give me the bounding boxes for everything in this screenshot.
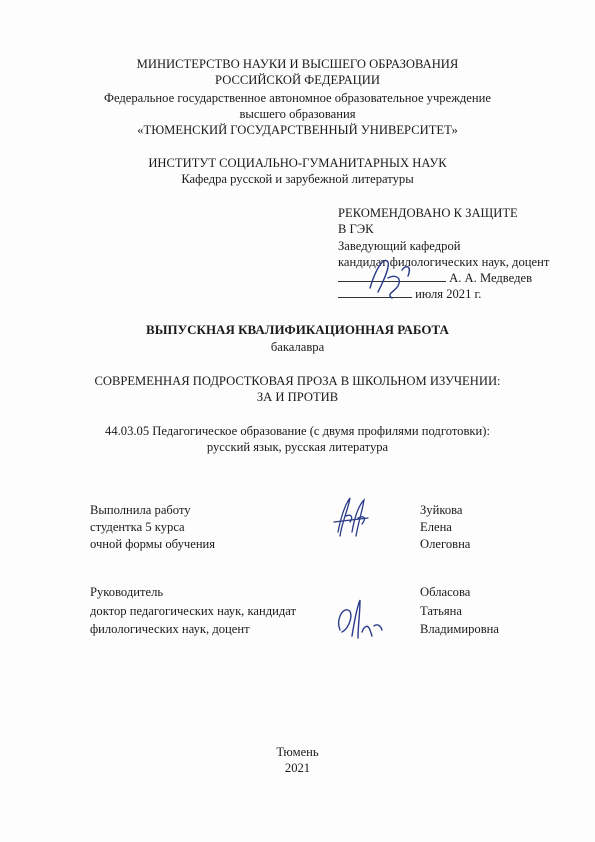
supervisor-role-line2: доктор педагогических наук, кандидат	[90, 604, 297, 618]
program-line2: русский язык, русская литература	[206, 440, 389, 454]
institution-line1: Федеральное государственное автономное образовательное учреждение	[104, 91, 491, 105]
approval-line3: Заведующий кафедрой	[338, 239, 461, 253]
head-signature-mark	[362, 248, 422, 304]
work-degree: бакалавра	[270, 340, 325, 354]
program-line1: 44.03.05 Педагогическое образование (с двумя профилями подготовки):	[105, 424, 490, 438]
approval-signer: А. А. Медведев	[449, 271, 533, 285]
approval-line2: В ГЭК	[338, 222, 374, 236]
author-signature	[328, 492, 376, 540]
approval-line4: кандидат филологических наук, доцент	[338, 255, 550, 269]
supervisor-surname: Обласова	[420, 585, 471, 599]
ministry-line1: МИНИСТЕРСТВО НАУКИ И ВЫСШЕГО ОБРАЗОВАНИЯ	[136, 57, 459, 71]
work-type: ВЫПУСКНАЯ КВАЛИФИКАЦИОННАЯ РАБОТА	[146, 322, 449, 337]
author-role-line3: очной формы обучения	[90, 537, 216, 551]
institution-line2: высшего образования	[239, 107, 356, 121]
work-title-line1: СОВРЕМЕННАЯ ПОДРОСТКОВАЯ ПРОЗА В ШКОЛЬНОМ ИЗУЧЕНИИ:	[94, 374, 501, 388]
university-name: «ТЮМЕНСКИЙ ГОСУДАРСТВЕННЫЙ УНИВЕРСИТЕТ»	[137, 123, 458, 137]
supervisor-signature	[332, 596, 384, 644]
work-title-line2: ЗА И ПРОТИВ	[256, 390, 339, 404]
approval-line1: РЕКОМЕНДОВАНО К ЗАЩИТЕ	[338, 206, 518, 220]
supervisor-role-line3: филологических наук, доцент	[90, 622, 250, 636]
approval-date: июля 2021 г.	[415, 287, 482, 301]
author-surname: Зуйкова	[420, 503, 463, 517]
supervisor-name: Татьяна	[420, 604, 463, 618]
author-patronymic: Олеговна	[420, 537, 471, 551]
supervisor-role-line1: Руководитель	[90, 585, 164, 599]
footer-city: Тюмень	[276, 745, 319, 759]
institute-name: ИНСТИТУТ СОЦИАЛЬНО-ГУМАНИТАРНЫХ НАУК	[148, 156, 447, 170]
footer-year: 2021	[284, 761, 311, 775]
ministry-line2: РОССИЙСКОЙ ФЕДЕРАЦИИ	[215, 73, 380, 87]
author-role-line2: студентка 5 курса	[90, 520, 185, 534]
department-name: Кафедра русской и зарубежной литературы	[181, 172, 414, 186]
author-role-line1: Выполнила работу	[90, 503, 191, 517]
author-name: Елена	[420, 520, 452, 534]
supervisor-patronymic: Владимировна	[420, 622, 499, 636]
